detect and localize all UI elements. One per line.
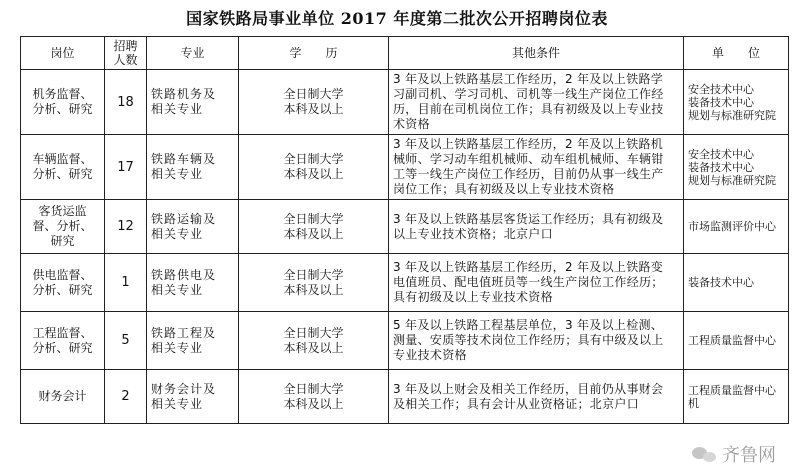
recruitment-table	[20, 36, 789, 424]
cell-position-line: 研究	[50, 234, 75, 248]
cell-education-line: 本科及以上	[283, 282, 344, 297]
cell-education-line: 本科及以上	[283, 102, 344, 116]
table-row	[21, 370, 789, 424]
header-major: 专业	[147, 37, 239, 70]
table-row	[21, 200, 789, 254]
header-count	[105, 37, 147, 70]
cell-position-line: 供电监督、	[32, 267, 93, 282]
cell-count: 2	[105, 370, 147, 424]
cell-conditions-line: 5 年及以上铁路工程基层单位，3 年及以上检测、	[393, 318, 664, 332]
cell-conditions-line: 工等一线生产岗位工作经历，目前仍从事一线生产	[393, 167, 664, 181]
cell-education	[239, 370, 389, 424]
cell-position-line: 客货运监	[38, 204, 87, 218]
cell-major-line: 相关专业	[151, 226, 204, 241]
cell-conditions-line: 3 年及以上铁路基层工作经历，2 年及以上铁路变	[393, 260, 664, 274]
cell-unit-line: 工程质量监督中心	[688, 383, 776, 397]
cell-conditions-line: 3 年及以上铁路基层工作经历，2 年及以上铁路机	[393, 137, 664, 151]
cell-position-line: 分析、研究	[32, 340, 93, 355]
cell-education-line: 全日制大学	[283, 87, 344, 101]
cell-major	[147, 70, 239, 135]
cell-count: 18	[105, 70, 147, 135]
cell-education-line: 本科及以上	[283, 340, 344, 355]
cell-major-line: 财务会计及	[151, 381, 217, 396]
cell-position	[21, 135, 105, 200]
cell-conditions-line: 具有初级及以上专业技术资格	[393, 290, 553, 304]
cell-conditions-line: 习副司机、学习司机、司机等一线生产岗位工作经	[393, 87, 664, 101]
watermark	[692, 441, 776, 467]
header-education: 学 历	[239, 37, 389, 70]
cell-education	[239, 312, 389, 370]
cell-conditions	[389, 70, 684, 135]
cell-unit	[684, 70, 789, 135]
cell-position-line: 分析、研究	[32, 282, 93, 297]
cell-unit	[684, 312, 789, 370]
cell-education-line: 本科及以上	[283, 226, 344, 241]
cell-education-line: 本科及以上	[283, 396, 344, 411]
cell-major	[147, 135, 239, 200]
cell-conditions-line: 3 年及以上财会及相关工作经历，目前仍从事财会	[393, 381, 664, 396]
cell-education	[239, 200, 389, 254]
cell-education-line: 全日制大学	[283, 152, 344, 166]
cell-unit	[684, 370, 789, 424]
cell-education-line: 全日制大学	[283, 325, 344, 340]
cell-major-line: 铁路机务及	[151, 87, 217, 101]
cell-unit-line: 工程质量监督中心	[688, 334, 776, 347]
cell-conditions-line: 3 年及以上铁路基层客货运工作经历；具有初级及	[393, 211, 664, 226]
header-position: 岗位	[21, 37, 105, 70]
cell-major-line: 铁路供电及	[151, 267, 217, 282]
cell-major-line: 铁路工程及	[151, 325, 217, 340]
page-title: 国家铁路局事业单位 2017 年度第二批次公开招聘岗位表	[186, 9, 608, 28]
cell-education-line: 全日制大学	[283, 267, 344, 282]
cell-conditions-line: 及相关工作；具有会计从业资格证；北京户口	[393, 396, 640, 411]
cell-position	[21, 200, 105, 254]
cell-position	[21, 70, 105, 135]
header-count-line2: 人数	[113, 53, 138, 67]
cell-education	[239, 70, 389, 135]
cell-position	[21, 254, 105, 312]
cell-conditions	[389, 312, 684, 370]
cell-education-line: 全日制大学	[283, 381, 344, 396]
cell-conditions-line: 专业技术资格	[393, 348, 467, 362]
cell-conditions-line: 电值班员、配电值班员等一线生产岗位工作经历；	[393, 275, 664, 289]
cell-unit-line: 安全技术中心	[688, 147, 754, 161]
cell-major	[147, 312, 239, 370]
watermark-text: 齐鲁网	[722, 445, 776, 466]
cell-position-line: 工程监督、	[32, 325, 93, 340]
cell-major-line: 相关专业	[151, 282, 204, 297]
cell-conditions	[389, 254, 684, 312]
cell-conditions	[389, 135, 684, 200]
cell-major-line: 铁路运输及	[151, 211, 217, 226]
wechat-icon	[692, 445, 718, 463]
cell-unit-line: 装备技术中心	[688, 160, 754, 174]
cell-position-line: 机务监督、	[32, 87, 93, 101]
table-row	[21, 70, 789, 135]
cell-unit-line: 规划与标准研究院	[688, 108, 776, 122]
cell-education-line: 全日制大学	[283, 211, 344, 226]
cell-unit-line: 市场监测评价中心	[688, 220, 776, 233]
cell-major-line: 相关专业	[151, 396, 204, 411]
cell-position	[21, 312, 105, 370]
cell-count: 12	[105, 200, 147, 254]
cell-unit-line: 规划与标准研究院	[688, 173, 776, 187]
cell-conditions-line: 岗位工作；具有初级及以上专业技术资格	[393, 182, 615, 196]
cell-education	[239, 135, 389, 200]
table-row	[21, 312, 789, 370]
cell-conditions-line: 术资格	[393, 117, 430, 131]
cell-position-line: 车辆监督、	[32, 152, 93, 166]
cell-education	[239, 254, 389, 312]
cell-major-line: 相关专业	[151, 102, 204, 116]
cell-unit-line: 装备技术中心	[688, 95, 754, 109]
cell-major	[147, 254, 239, 312]
cell-unit-line: 安全技术中心	[688, 82, 754, 96]
table-header-row	[21, 37, 789, 70]
cell-conditions	[389, 370, 684, 424]
cell-position-line: 财务会计	[38, 389, 87, 403]
cell-conditions-line: 历，目前在司机岗位工作；具有初级及以上专业技	[393, 102, 664, 116]
cell-position-line: 督、分析、	[32, 219, 93, 233]
cell-education-line: 本科及以上	[283, 167, 344, 181]
cell-position	[21, 370, 105, 424]
header-count-line1: 招聘	[113, 39, 138, 53]
cell-major	[147, 200, 239, 254]
cell-conditions	[389, 200, 684, 254]
cell-count: 17	[105, 135, 147, 200]
table-row	[21, 135, 789, 200]
cell-major-line: 相关专业	[151, 340, 204, 355]
cell-position-line: 分析、研究	[32, 102, 93, 116]
cell-conditions-line: 测量、安质等技术岗位工作经历；具有中级及以上	[393, 333, 664, 347]
cell-conditions-line: 以上专业技术资格；北京户口	[393, 226, 553, 241]
cell-unit-line: 机	[688, 396, 699, 410]
cell-unit-line: 装备技术中心	[688, 276, 754, 289]
cell-major-line: 铁路车辆及	[151, 152, 217, 166]
cell-major	[147, 370, 239, 424]
cell-unit	[684, 200, 789, 254]
cell-unit	[684, 135, 789, 200]
header-unit: 单 位	[684, 37, 789, 70]
cell-major-line: 相关专业	[151, 167, 204, 181]
cell-count: 1	[105, 254, 147, 312]
header-conditions: 其他条件	[389, 37, 684, 70]
cell-conditions-line: 3 年及以上铁路基层工作经历，2 年及以上铁路学	[393, 72, 664, 86]
table-row	[21, 254, 789, 312]
cell-conditions-line: 械师、学习动车组机械师、动车组机械师、车辆钳	[393, 152, 664, 166]
cell-count: 5	[105, 312, 147, 370]
cell-unit	[684, 254, 789, 312]
cell-position-line: 分析、研究	[32, 167, 93, 181]
